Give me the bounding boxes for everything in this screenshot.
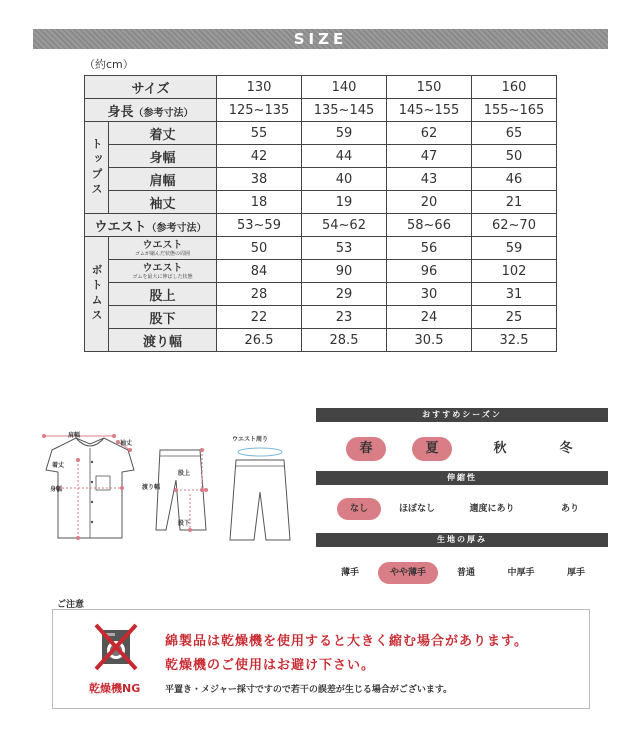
thickness-option: 厚手 <box>566 568 585 578</box>
cell: 50 <box>217 237 302 260</box>
cell: 56 <box>387 237 472 260</box>
cell: 53~59 <box>217 214 302 237</box>
season-option: 冬 <box>559 441 573 456</box>
cell: 42 <box>217 145 302 168</box>
size-header: サイズ <box>85 76 217 99</box>
size-banner: SIZE <box>33 29 608 49</box>
row-label: 着丈 <box>109 122 217 145</box>
warning-line-1: 綿製品は乾燥機を使用すると大きく縮む場合があります。 <box>165 634 528 649</box>
table-row <box>85 145 557 168</box>
cell: 53 <box>302 237 387 260</box>
table-row <box>85 306 557 329</box>
row-label: 肩幅 <box>109 168 217 191</box>
stretch-option: あり <box>560 504 579 514</box>
thigh-label: 渡り幅 <box>142 484 161 491</box>
waist-label: ウエスト（参考寸法） <box>85 214 217 237</box>
warning-line-2: 乾燥機のご使用はお避け下さい。 <box>165 658 376 673</box>
cell: 29 <box>302 283 387 306</box>
cell: 55 <box>217 122 302 145</box>
row-label: ウエスト ゴムを最大に伸ばした状態 <box>109 260 217 283</box>
table-row <box>85 260 557 283</box>
cell: 65 <box>472 122 557 145</box>
thickness-option: やや薄手 <box>378 562 438 584</box>
thickness-title: 生地の厚み <box>316 533 608 547</box>
table-row <box>85 191 557 214</box>
cell: 59 <box>302 122 387 145</box>
notice-title: ご注意 <box>57 600 85 610</box>
height-label: 身長（参考寸法） <box>85 99 217 122</box>
cell: 62~70 <box>472 214 557 237</box>
table-row <box>85 99 557 122</box>
table-row <box>85 122 557 145</box>
season-option: 秋 <box>493 441 507 456</box>
thickness-option: 普通 <box>456 568 475 578</box>
notice-box <box>52 609 590 709</box>
cell: 102 <box>472 260 557 283</box>
measurement-illustration <box>30 420 310 560</box>
cell: 25 <box>472 306 557 329</box>
size-col: 160 <box>472 76 557 99</box>
season-title: おすすめシーズン <box>316 408 608 422</box>
shoulder-label: 肩幅 <box>68 432 81 439</box>
bottoms-group-label: ボトムス <box>85 237 109 352</box>
cell: 30 <box>387 283 472 306</box>
size-col: 150 <box>387 76 472 99</box>
cell: 59 <box>472 237 557 260</box>
cell: 84 <box>217 260 302 283</box>
cell: 20 <box>387 191 472 214</box>
table-row <box>85 168 557 191</box>
cell: 47 <box>387 145 472 168</box>
length-label: 着丈 <box>52 462 65 469</box>
thickness-option: 薄手 <box>340 568 359 578</box>
waist-around-label: ウエスト周り <box>232 436 269 443</box>
inseam-label: 股下 <box>178 520 191 527</box>
cell: 38 <box>217 168 302 191</box>
row-label: 股下 <box>109 306 217 329</box>
season-option: 春 <box>346 437 386 461</box>
cell: 46 <box>472 168 557 191</box>
cell: 24 <box>387 306 472 329</box>
season-option: 夏 <box>412 437 452 461</box>
cell: 125~135 <box>217 99 302 122</box>
cell: 19 <box>302 191 387 214</box>
cell: 96 <box>387 260 472 283</box>
cell: 44 <box>302 145 387 168</box>
thickness-option: 中厚手 <box>507 568 535 578</box>
cell: 62 <box>387 122 472 145</box>
cell: 145~155 <box>387 99 472 122</box>
row-label: ウエスト ゴムが縮んだ状態の周囲 <box>109 237 217 260</box>
cell: 26.5 <box>217 329 302 352</box>
cell: 31 <box>472 283 557 306</box>
table-row <box>85 214 557 237</box>
cell: 23 <box>302 306 387 329</box>
measurement-note: 平置き・メジャー採寸ですので若干の誤差が生じる場合がございます。 <box>165 685 453 695</box>
cell: 43 <box>387 168 472 191</box>
no-dryer-icon <box>93 622 139 672</box>
row-label: 身幅 <box>109 145 217 168</box>
size-table <box>84 75 557 352</box>
stretch-option: なし <box>337 498 381 520</box>
table-row <box>85 237 557 260</box>
cell: 32.5 <box>472 329 557 352</box>
width-label: 身幅 <box>50 486 63 493</box>
table-row <box>85 329 557 352</box>
cell: 21 <box>472 191 557 214</box>
stretch-option: ほぼなし <box>398 504 435 514</box>
cell: 135~145 <box>302 99 387 122</box>
cell: 30.5 <box>387 329 472 352</box>
cell: 28 <box>217 283 302 306</box>
row-label: 股上 <box>109 283 217 306</box>
stretch-title: 伸縮性 <box>316 471 608 485</box>
table-row <box>85 283 557 306</box>
row-label: 渡り幅 <box>109 329 217 352</box>
unit-label: （約cm） <box>84 58 134 71</box>
cell: 22 <box>217 306 302 329</box>
rise-label: 股上 <box>178 470 191 477</box>
tops-group-label: トップス <box>85 122 109 214</box>
cell: 155~165 <box>472 99 557 122</box>
cell: 90 <box>302 260 387 283</box>
cell: 50 <box>472 145 557 168</box>
sleeve-label: 袖丈 <box>120 440 133 447</box>
cell: 58~66 <box>387 214 472 237</box>
size-col: 140 <box>302 76 387 99</box>
table-row <box>85 76 557 99</box>
cell: 40 <box>302 168 387 191</box>
cell: 54~62 <box>302 214 387 237</box>
row-label: 袖丈 <box>109 191 217 214</box>
dryer-ng-label: 乾燥機NG <box>89 682 141 695</box>
size-col: 130 <box>217 76 302 99</box>
cell: 18 <box>217 191 302 214</box>
cell: 28.5 <box>302 329 387 352</box>
stretch-option: 適度にあり <box>469 504 515 514</box>
